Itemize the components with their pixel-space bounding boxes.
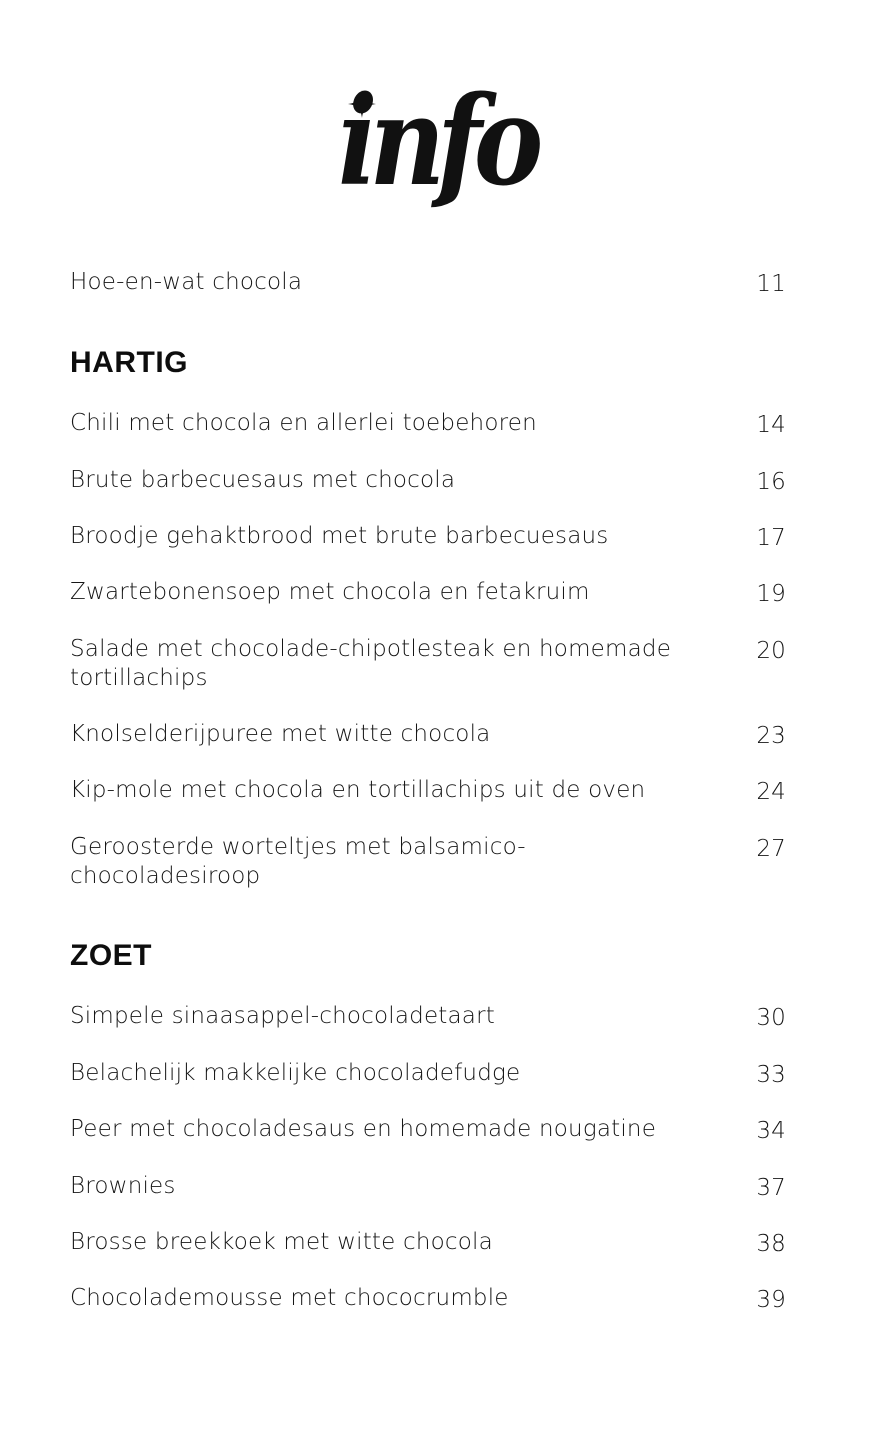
- entry-page-number: 39: [756, 1287, 786, 1313]
- toc-entry[interactable]: [70, 466, 786, 497]
- entry-page-number: 27: [756, 836, 786, 862]
- toc-entry[interactable]: [70, 1228, 786, 1259]
- toc-entry[interactable]: [70, 1115, 786, 1146]
- entry-title: Peer met chocoladesaus en homemade nougatine: [70, 1116, 657, 1142]
- entry-title: Broodje gehaktbrood met brute barbecuesaus: [70, 523, 609, 549]
- entry-title: Zwartebonensoep met chocola en fetakruim: [70, 579, 590, 605]
- entry-page-number: 23: [756, 723, 786, 749]
- toc-entry[interactable]: [70, 833, 786, 891]
- entry-page-number: 37: [756, 1175, 786, 1201]
- info-logo: [338, 68, 536, 218]
- logo-text: info: [338, 68, 536, 214]
- toc-entry[interactable]: [70, 1059, 786, 1090]
- entry-page-number: 16: [756, 469, 786, 495]
- entry-title: Salade met chocolade-chipotlesteak en homemade tortillachips: [70, 636, 672, 691]
- entry-title: Chocolademousse met chococrumble: [70, 1285, 509, 1311]
- toc-entry[interactable]: [70, 1172, 786, 1203]
- toc-entry[interactable]: [70, 1002, 786, 1033]
- entry-title: Kip-mole met chocola en tortillachips uit de oven: [70, 777, 646, 803]
- entry-title: Belachelijk makkelijke chocoladefudge: [70, 1060, 521, 1086]
- entry-title: Knolselderijpuree met witte chocola: [70, 721, 491, 747]
- entry-title: Chili met chocola en allerlei toebehoren: [70, 410, 537, 436]
- entry-title: Geroosterde worteltjes met balsamico-chocoladesiroop: [70, 834, 526, 889]
- toc-entry[interactable]: [70, 578, 786, 609]
- entry-title: Hoe-en-wat chocola: [70, 269, 303, 295]
- entry-page-number: 34: [756, 1118, 786, 1144]
- entry-title: Brownies: [70, 1173, 176, 1199]
- entry-page-number: 11: [756, 271, 786, 297]
- entry-title: Brute barbecuesaus met chocola: [70, 467, 456, 493]
- toc-entry[interactable]: [70, 409, 786, 440]
- entry-page-number: 17: [756, 525, 786, 551]
- entry-title: Brosse breekkoek met witte chocola: [70, 1229, 493, 1255]
- toc-entry[interactable]: [70, 720, 786, 751]
- toc-entry-intro[interactable]: [70, 268, 786, 299]
- section-heading-hartig: HARTIG: [70, 346, 188, 379]
- entry-page-number: 20: [756, 638, 786, 664]
- entry-page-number: 38: [756, 1231, 786, 1257]
- entry-page-number: 19: [756, 581, 786, 607]
- entry-page-number: 24: [756, 779, 786, 805]
- toc-entry[interactable]: [70, 776, 786, 807]
- toc-entry[interactable]: [70, 1284, 786, 1315]
- entry-page-number: 14: [756, 412, 786, 438]
- toc-entry[interactable]: [70, 522, 786, 553]
- toc-entry[interactable]: [70, 635, 786, 693]
- entry-page-number: 30: [756, 1005, 786, 1031]
- entry-title: Simpele sinaasappel-chocoladetaart: [70, 1003, 495, 1029]
- entry-page-number: 33: [756, 1062, 786, 1088]
- section-heading-zoet: ZOET: [70, 939, 152, 972]
